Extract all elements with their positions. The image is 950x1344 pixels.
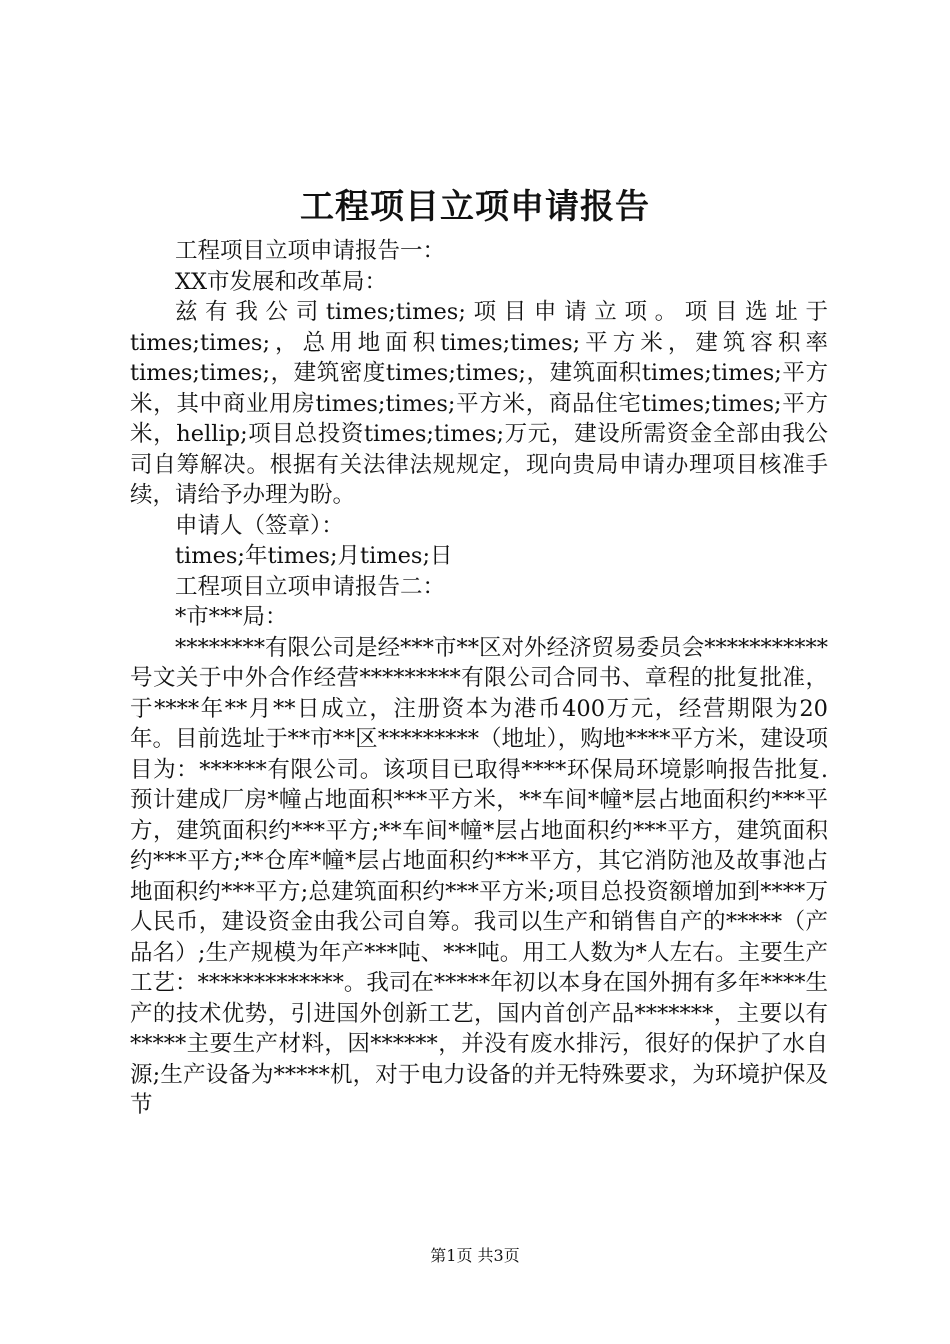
applicant-signature-line: 申请人（签章）：	[175, 512, 344, 539]
body-paragraph-1: 兹有我公司times;times;项目申请立项。项目选址于times;times;，总用地面积times;times;平方米，建筑容积率times;times;，建筑密度times;times;，建筑面积times;times;平方米，其中商业用房times;times;平方米，商品住宅times;times;平方米，hellip;项目总投资times;times;万元，建设所需资金全部由我公司自筹解决。根据有关法律法规规定，现向贵局申请办理项目核准手续，请给予办理为盼。	[130, 299, 828, 508]
date-line: times;年times;月times;日	[175, 543, 453, 569]
document-body	[130, 236, 828, 1121]
recipient-1: XX市发展和改革局：	[175, 268, 388, 295]
document-title: 工程项目立项申请报告	[300, 187, 650, 227]
section-heading-1: 工程项目立项申请报告一：	[175, 238, 446, 264]
page-footer: 第1页 共3页	[430, 1246, 520, 1265]
section-heading-2: 工程项目立项申请报告二：	[175, 573, 446, 600]
body-paragraph-2: ********有限公司是经***市**区对外经济贸易委员会***********号文关于中外合作经营*********有限公司合同书、章程的批复批准，于****年**月**日成立，注册资本为港币400万元，经营期限为20年。目前选址于**市**区*********（地址），购地****平方米，建设项目为：******有限公司。该项目已取得****环保局环境影响报告批复.预计建成厂房*幢占地面积***平方米，**车间*幢*层占地面积约***平方，建筑面积约***平方;**车间*幢*层占地面积约***平方，建筑面积约***平方;**仓库*幢*层占地面积约***平方，其它消防池及故事池占地面积约***平方;总建筑面积约***平方米;项目总投资额增加到****万人民币，建设资金由我公司自筹。我司以生产和销售自产的*****（产品名）;生产规模为年产***吨、***吨。用工人数为*人左右。主要生产工艺：*************。我司在*****年初以本身在国外拥有多年****生产的技术优势，引进国外创新工艺，国内首创产品*******，主要以有*****主要生产材料，因******，并没有废水排污，很好的保护了水自源;生产设备为*****机，对于电力设备的并无特殊要求，为环境护保及节	[130, 634, 828, 1118]
recipient-2: *市***局：	[175, 604, 288, 630]
